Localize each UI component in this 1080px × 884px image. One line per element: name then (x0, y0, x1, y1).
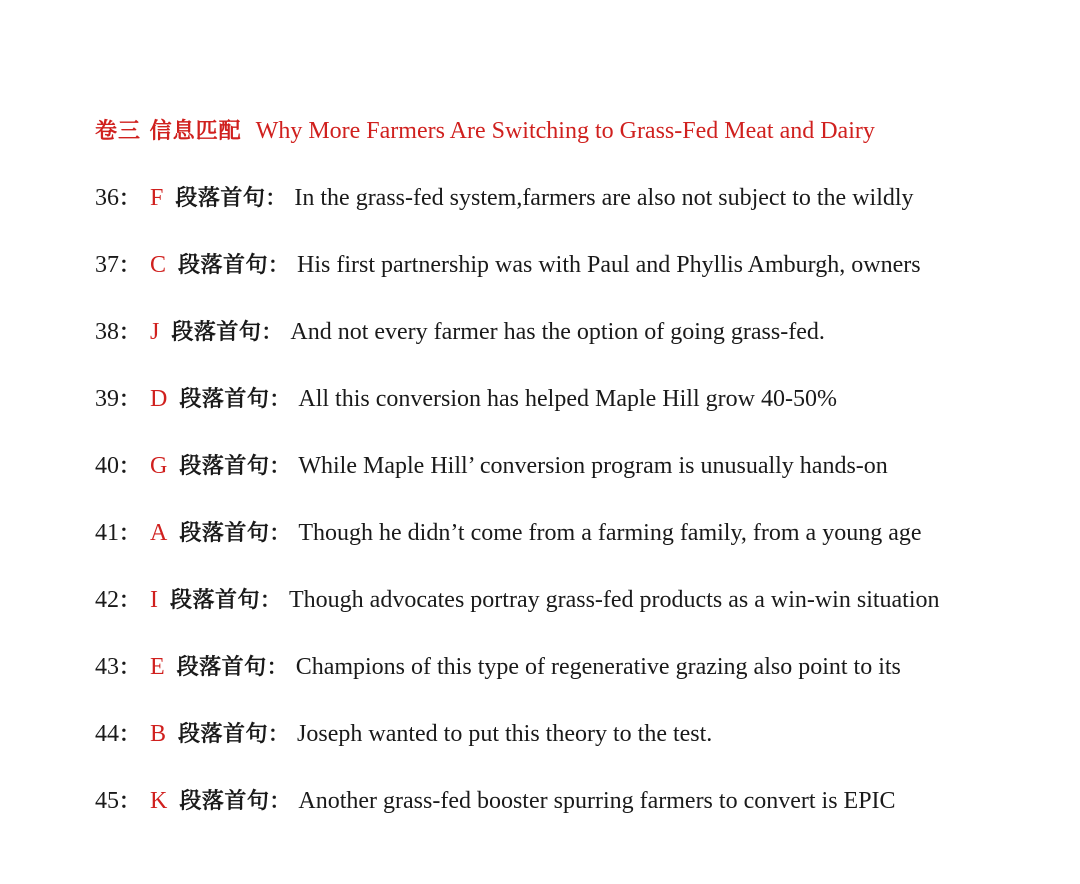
answer-row (95, 647, 901, 687)
question-number: 36 (95, 185, 119, 211)
first-sentence-text: Though he didn’t come from a farming family, from a young age (298, 520, 922, 546)
answer-letter: C (150, 252, 167, 278)
label-colon: ： (261, 320, 283, 344)
paragraph-first-sentence-label: 段落首句 (179, 387, 270, 412)
first-sentence-text: All this conversion has helped Maple Hill grow 40-50% (298, 386, 837, 412)
label-colon: ： (268, 253, 290, 277)
first-sentence-text: While Maple Hill’ conversion program is unusually hands-on (298, 453, 888, 479)
paragraph-first-sentence-label: 段落首句 (178, 253, 269, 278)
article-title: Why More Farmers Are Switching to Grass-Fed Meat and Dairy (255, 118, 875, 144)
number-colon: ： (119, 655, 140, 679)
label-colon: ： (269, 454, 291, 478)
answer-letter: I (150, 587, 158, 613)
first-sentence-text: Champions of this type of regenerative grazing also point to its (295, 654, 901, 680)
label-colon: ： (269, 521, 291, 545)
answer-row (95, 714, 712, 754)
paragraph-first-sentence-label: 段落首句 (179, 789, 270, 814)
answer-row (95, 513, 922, 553)
answer-row (95, 245, 921, 285)
paragraph-first-sentence-label: 段落首句 (171, 320, 262, 345)
answer-letter: J (150, 319, 160, 345)
number-colon: ： (119, 722, 140, 746)
first-sentence-text: His first partnership was with Paul and Phyllis Amburgh, owners (297, 252, 921, 278)
question-number: 44 (95, 721, 119, 747)
paragraph-first-sentence-label: 段落首句 (179, 521, 270, 546)
answer-letter: B (150, 721, 167, 747)
number-colon: ： (119, 521, 140, 545)
answer-letter: E (150, 654, 165, 680)
question-number: 38 (95, 319, 119, 345)
question-number: 40 (95, 453, 119, 479)
number-colon: ： (119, 186, 140, 210)
first-sentence-text: Though advocates portray grass-fed products as a win-win situation (289, 587, 940, 613)
number-colon: ： (119, 253, 140, 277)
section-label: 卷三 信息匹配 (95, 119, 242, 144)
first-sentence-text: And not every farmer has the option of going grass-fed. (290, 319, 825, 345)
first-sentence-text: Joseph wanted to put this theory to the test. (297, 721, 713, 747)
answer-row (95, 446, 888, 486)
question-number: 43 (95, 654, 119, 680)
number-colon: ： (119, 588, 140, 612)
question-number: 45 (95, 788, 119, 814)
paragraph-first-sentence-label: 段落首句 (176, 655, 267, 680)
answer-letter: F (150, 185, 164, 211)
label-colon: ： (266, 655, 288, 679)
label-colon: ： (260, 588, 282, 612)
answer-letter: K (150, 788, 168, 814)
answer-row (95, 178, 914, 218)
answer-row (95, 781, 896, 821)
label-colon: ： (269, 387, 291, 411)
question-number: 37 (95, 252, 119, 278)
question-number: 41 (95, 520, 119, 546)
question-number: 39 (95, 386, 119, 412)
number-colon: ： (119, 387, 140, 411)
question-number: 42 (95, 587, 119, 613)
paragraph-first-sentence-label: 段落首句 (179, 454, 270, 479)
paragraph-first-sentence-label: 段落首句 (170, 588, 261, 613)
number-colon: ： (119, 320, 140, 344)
answer-letter: D (150, 386, 168, 412)
label-colon: ： (268, 722, 290, 746)
paragraph-first-sentence-label: 段落首句 (178, 722, 269, 747)
answer-letter: A (150, 520, 168, 546)
answer-row (95, 312, 825, 352)
number-colon: ： (119, 454, 140, 478)
first-sentence-text: In the grass-fed system,farmers are also not subject to the wildly (294, 185, 914, 211)
first-sentence-text: Another grass-fed booster spurring farmers to convert is EPIC (298, 788, 896, 814)
paragraph-first-sentence-label: 段落首句 (175, 186, 266, 211)
section-heading (95, 112, 875, 151)
answer-row (95, 379, 837, 419)
answer-letter: G (150, 453, 168, 479)
label-colon: ： (269, 789, 291, 813)
label-colon: ： (265, 186, 287, 210)
number-colon: ： (119, 789, 140, 813)
answer-row (95, 580, 940, 620)
